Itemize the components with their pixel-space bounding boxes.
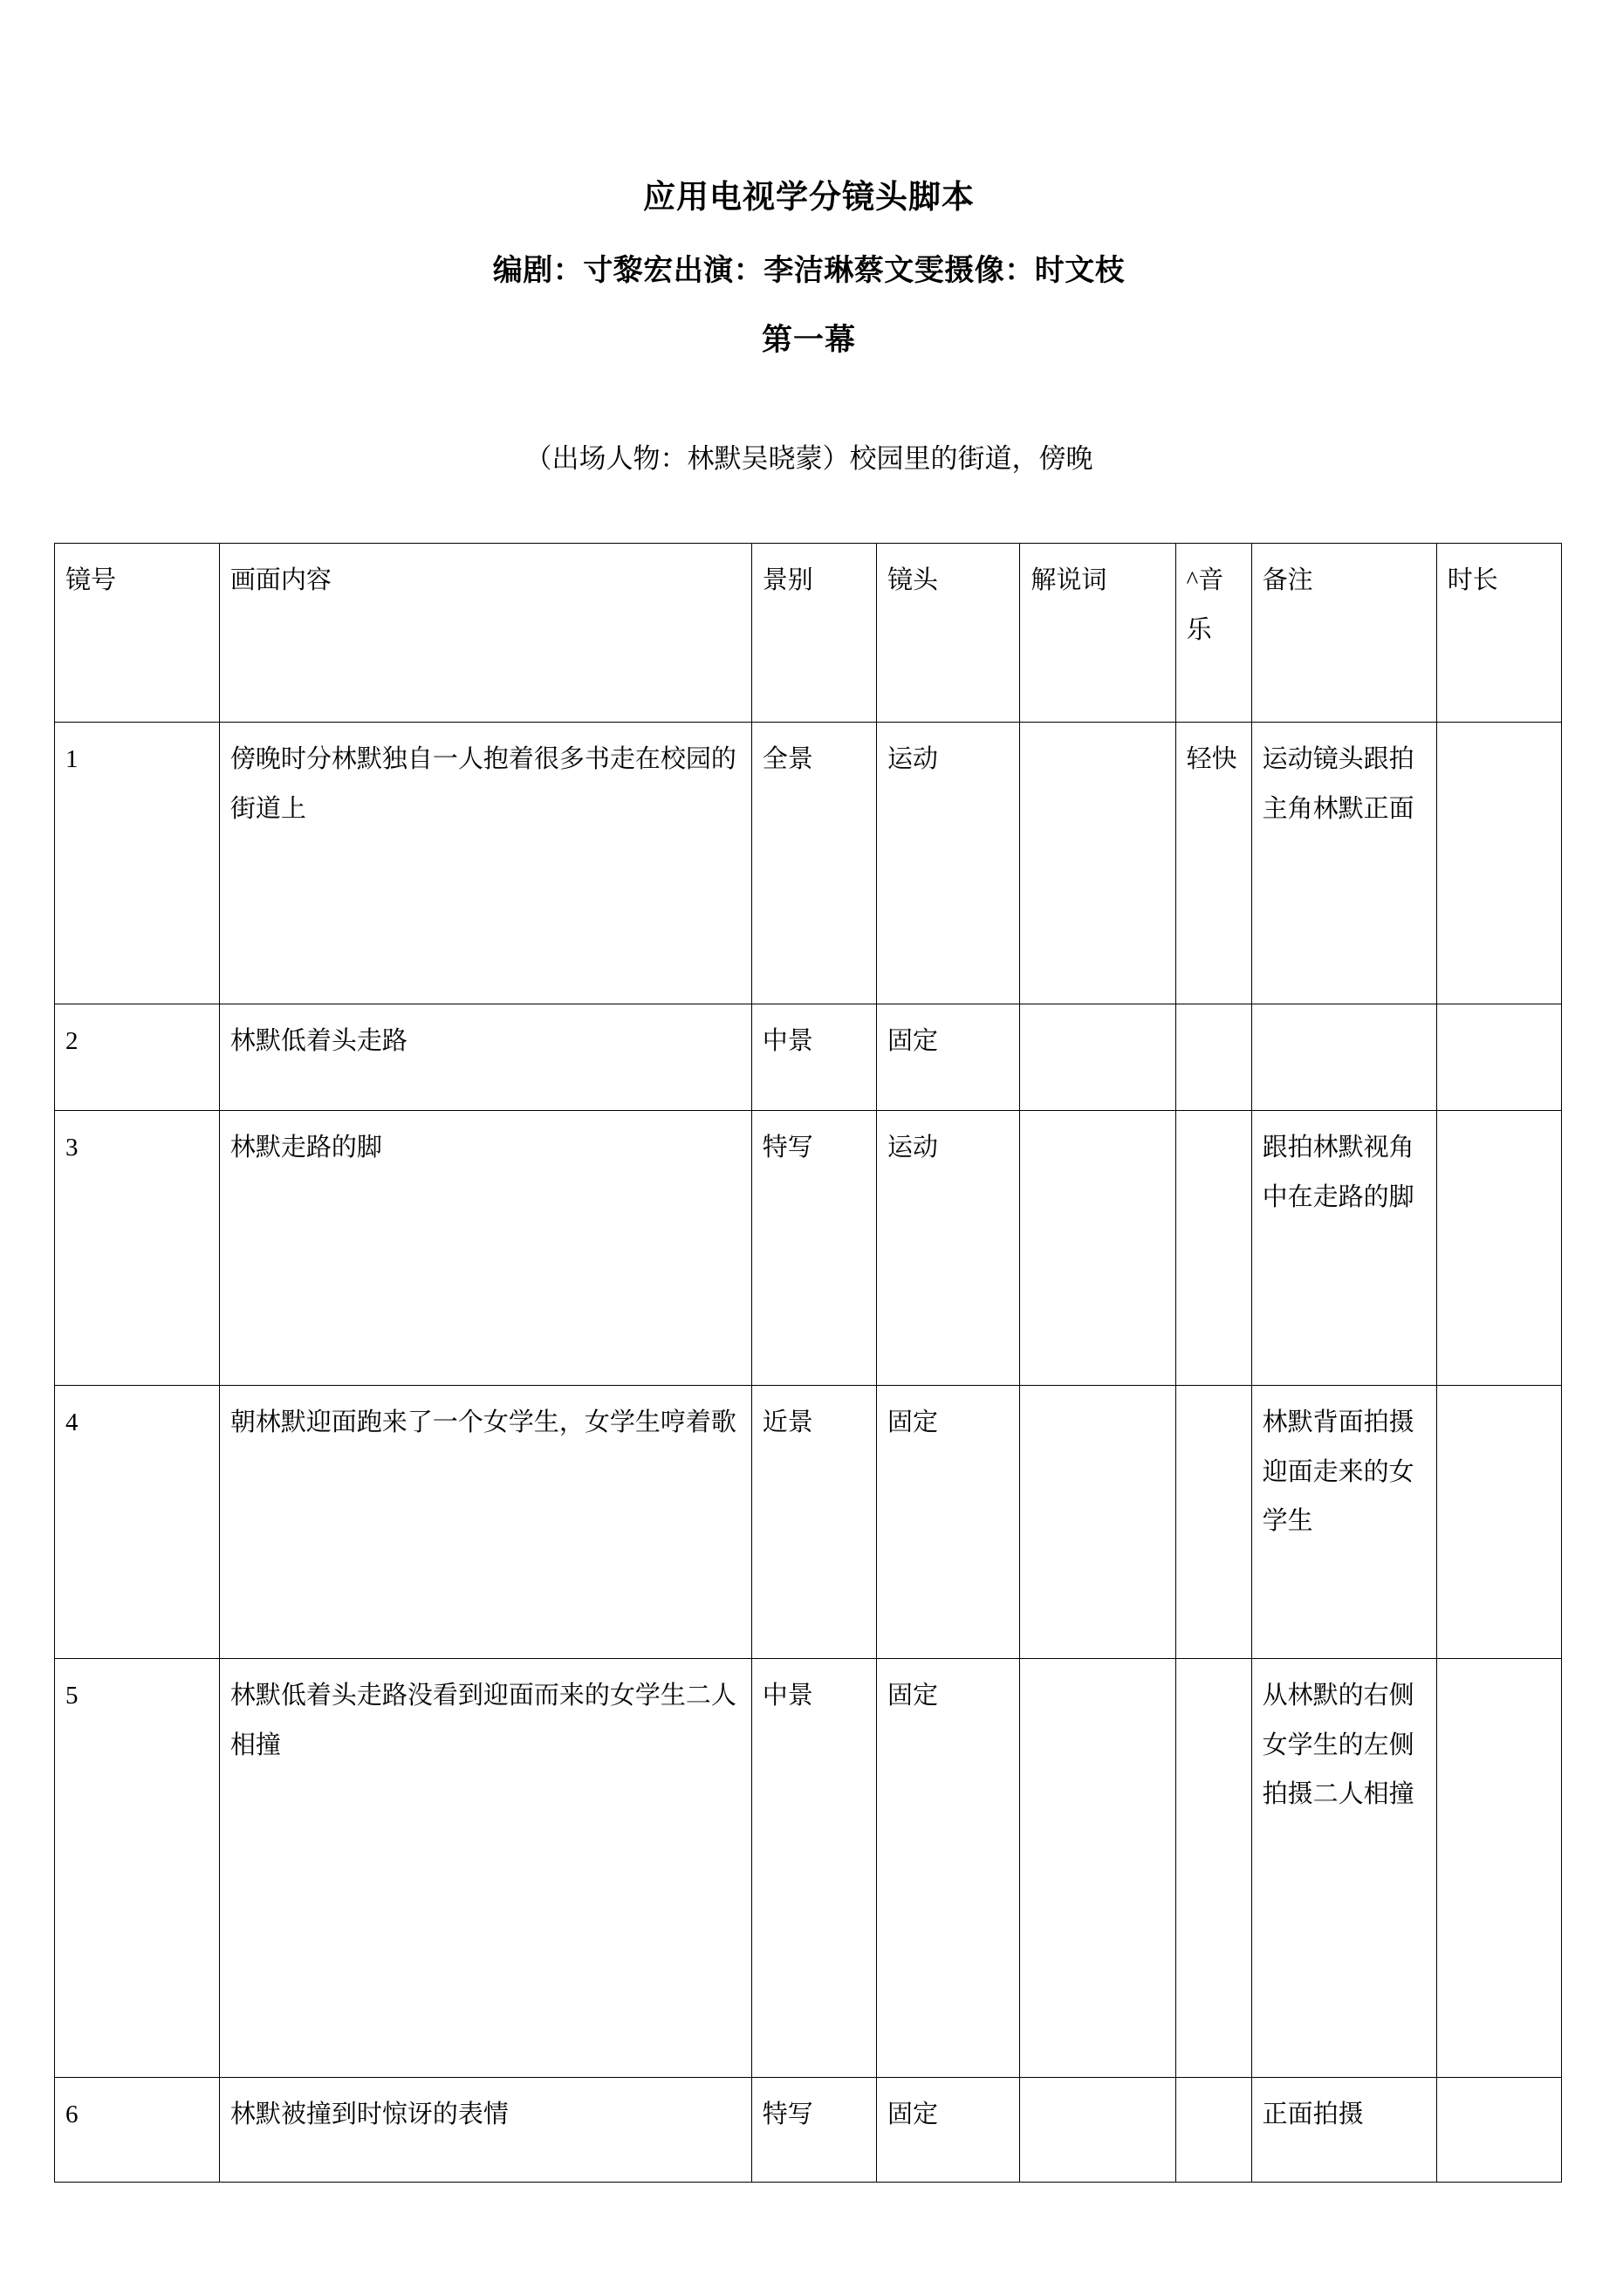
cell-remark: 从林默的右侧女学生的左侧拍摄二人相撞 bbox=[1251, 1659, 1436, 2078]
cell-remark: 运动镜头跟拍主角林默正面 bbox=[1251, 723, 1436, 1004]
cell-duration bbox=[1436, 1004, 1561, 1111]
cell-music bbox=[1175, 1004, 1251, 1111]
cell-shot-no: 1 bbox=[55, 723, 220, 1004]
cell-shot-no: 6 bbox=[55, 2078, 220, 2183]
table-header-row bbox=[55, 544, 1562, 723]
cell-camera: 固定 bbox=[876, 2078, 1019, 2183]
header-shot-no: 镜号 bbox=[55, 544, 220, 723]
cell-shot-size: 特写 bbox=[751, 2078, 876, 2183]
cell-music bbox=[1175, 2078, 1251, 2183]
table-row bbox=[55, 2078, 1562, 2183]
cell-camera: 固定 bbox=[876, 1004, 1019, 1111]
cell-camera: 固定 bbox=[876, 1659, 1019, 2078]
cell-remark bbox=[1251, 1004, 1436, 1111]
cell-narration bbox=[1020, 723, 1175, 1004]
cell-content: 林默低着头走路 bbox=[219, 1004, 751, 1111]
cell-shot-size: 特写 bbox=[751, 1111, 876, 1386]
page-title: 应用电视学分镜头脚本 bbox=[643, 178, 975, 216]
cell-music: 轻快 bbox=[1175, 723, 1251, 1004]
cell-content: 林默被撞到时惊讶的表情 bbox=[219, 2078, 751, 2183]
cell-camera: 运动 bbox=[876, 1111, 1019, 1386]
header-camera: 镜头 bbox=[876, 544, 1019, 723]
header-content: 画面内容 bbox=[219, 544, 751, 723]
cell-narration bbox=[1020, 1004, 1175, 1111]
cell-shot-size: 中景 bbox=[751, 1004, 876, 1111]
cell-duration bbox=[1436, 1659, 1561, 2078]
table-row bbox=[55, 1659, 1562, 2078]
cell-duration bbox=[1436, 1111, 1561, 1386]
cell-remark: 林默背面拍摄迎面走来的女学生 bbox=[1251, 1386, 1436, 1659]
header-narration: 解说词 bbox=[1020, 544, 1175, 723]
cell-duration bbox=[1436, 1386, 1561, 1659]
cell-camera: 运动 bbox=[876, 723, 1019, 1004]
credits-line: 编剧：寸黎宏出演：李洁琳蔡文雯摄像：时文枝 bbox=[492, 252, 1126, 288]
cell-remark: 跟拍林默视角中在走路的脚 bbox=[1251, 1111, 1436, 1386]
cell-shot-no: 4 bbox=[55, 1386, 220, 1659]
cell-narration bbox=[1020, 2078, 1175, 2183]
cell-narration bbox=[1020, 1111, 1175, 1386]
header-remark: 备注 bbox=[1251, 544, 1436, 723]
table-row bbox=[55, 1004, 1562, 1111]
cell-content: 傍晚时分林默独自一人抱着很多书走在校园的街道上 bbox=[219, 723, 751, 1004]
act-heading: 第一幕 bbox=[761, 322, 856, 358]
table-row bbox=[55, 723, 1562, 1004]
cell-shot-no: 3 bbox=[55, 1111, 220, 1386]
cell-content: 林默低着头走路没看到迎面而来的女学生二人相撞 bbox=[219, 1659, 751, 2078]
cell-narration bbox=[1020, 1386, 1175, 1659]
cell-shot-size: 全景 bbox=[751, 723, 876, 1004]
cell-duration bbox=[1436, 2078, 1561, 2183]
cell-shot-no: 2 bbox=[55, 1004, 220, 1111]
cell-narration bbox=[1020, 1659, 1175, 2078]
document-heading-block bbox=[54, 0, 1564, 475]
cell-content: 朝林默迎面跑来了一个女学生，女学生哼着歌 bbox=[219, 1386, 751, 1659]
cell-music bbox=[1175, 1659, 1251, 2078]
cell-music bbox=[1175, 1111, 1251, 1386]
header-duration: 时长 bbox=[1436, 544, 1561, 723]
storyboard-table bbox=[54, 543, 1562, 2183]
cell-shot-no: 5 bbox=[55, 1659, 220, 2078]
cell-music bbox=[1175, 1386, 1251, 1659]
cell-duration bbox=[1436, 723, 1561, 1004]
table-row bbox=[55, 1386, 1562, 1659]
cell-shot-size: 中景 bbox=[751, 1659, 876, 2078]
cell-remark: 正面拍摄 bbox=[1251, 2078, 1436, 2183]
header-shot-size: 景别 bbox=[751, 544, 876, 723]
scene-description: （出场人物：林默吴晓蒙）校园里的街道，傍晚 bbox=[524, 442, 1093, 474]
cell-content: 林默走路的脚 bbox=[219, 1111, 751, 1386]
header-music: ^音乐 bbox=[1175, 544, 1251, 723]
cell-shot-size: 近景 bbox=[751, 1386, 876, 1659]
table-row bbox=[55, 1111, 1562, 1386]
cell-camera: 固定 bbox=[876, 1386, 1019, 1659]
